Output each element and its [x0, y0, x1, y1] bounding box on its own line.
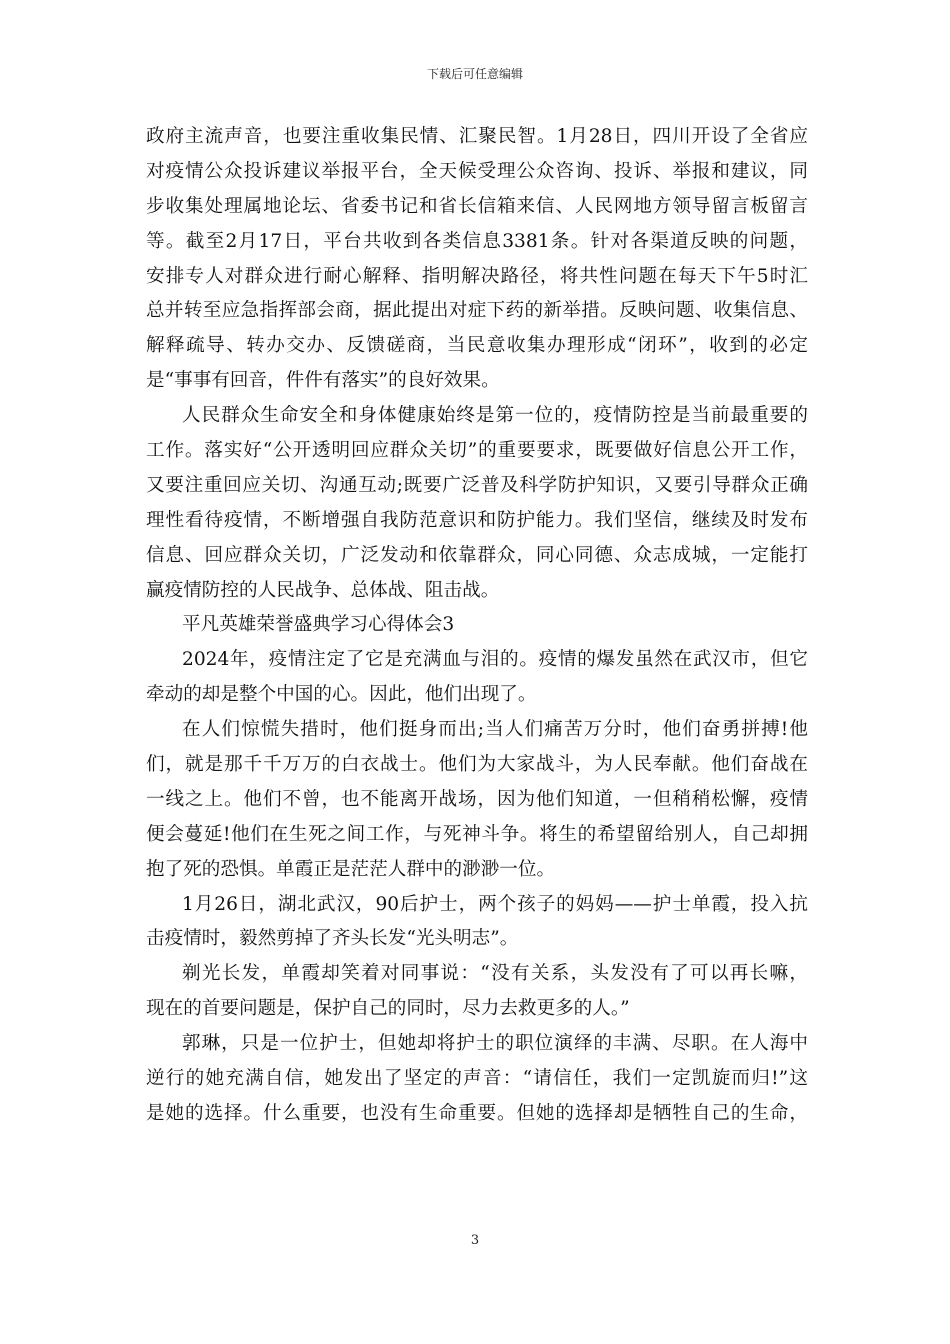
document-body: [146, 120, 808, 1132]
section-heading: 平凡英雄荣誉盛典学习心得体会3: [182, 614, 455, 636]
text-line: 现在的首要问题是，保护自己的同时，尽力去救更多的人。”: [146, 998, 630, 1020]
text-line: 在人们惊慌失措时，他们挺身而出;当人们痛苦万分时，他们奋勇拼搏!他: [182, 719, 808, 741]
text-line: 郭琳，只是一位护士，但她却将护士的职位演绎的丰满、尽职。在人海中: [182, 1033, 808, 1055]
text-line: 是她的选择。什么重要，也没有生命重要。但她的选择却是牺牲自己的生命，: [146, 1102, 808, 1124]
text-line: 赢疫情防控的人民战争、总体战、阻击战。: [146, 579, 500, 601]
page-number: 3: [470, 1233, 480, 1248]
text-line: 一线之上。他们不曾，也不能离开战场，因为他们知道，一但稍稍松懈，疫情: [146, 788, 808, 810]
text-line: 政府主流声音，也要注重收集民情、汇聚民智。1月28日，四川开设了全省应: [146, 126, 808, 147]
text-line: 等。截至2月17日，平台共收到各类信息3381条。针对各渠道反映的问题，: [146, 230, 808, 252]
text-line: 人民群众生命安全和身体健康始终是第一位的，疫情防控是当前最重要的: [182, 405, 808, 427]
text-line: 们，就是那千千万万的白衣战士。他们为大家战斗，为人民奉献。他们奋战在: [146, 754, 808, 776]
text-line: 又要注重回应关切、沟通互动;既要广泛普及科学防护知识，又要引导群众正确: [146, 474, 808, 496]
text-line: 步收集处理属地论坛、省委书记和省长信箱来信、人民网地方领导留言板留言: [146, 195, 808, 217]
text-line: 信息、回应群众关切，广泛发动和依靠群众，同心同德、众志成城，一定能打: [146, 544, 808, 566]
text-line: 便会蔓延!他们在生死之间工作，与死神斗争。将生的希望留给别人，自己却拥: [146, 823, 808, 845]
text-line: 解释疏导、转办交办、反馈磋商，当民意收集办理形成“闭环”，收到的必定: [146, 335, 808, 357]
text-line: 安排专人对群众进行耐心解释、指明解决路径，将共性问题在每天下午5时汇: [146, 265, 808, 287]
text-line: 牵动的却是整个中国的心。因此，他们出现了。: [146, 684, 537, 706]
text-line: 是“事事有回音，件件有落实”的良好效果。: [146, 370, 500, 392]
page-header: 下载后可任意编辑: [426, 67, 523, 81]
text-line: 剃光长发，单霞却笑着对同事说：“没有关系，头发没有了可以再长嘛，: [182, 963, 808, 985]
text-line: 逆行的她充满自信，她发出了坚定的声音：“请信任，我们一定凯旋而归!”这: [146, 1068, 808, 1090]
text-line: 总并转至应急指挥部会商，据此提出对症下药的新举措。反映问题、收集信息、: [146, 300, 808, 322]
text-line: 理性看待疫情，不断增强自我防范意识和防护能力。我们坚信，继续及时发布: [146, 509, 808, 531]
text-line: 对疫情公众投诉建议举报平台，全天候受理公众咨询、投诉、举报和建议，同: [146, 160, 808, 182]
text-line: 击疫情时，毅然剪掉了齐头长发“光头明志”。: [146, 928, 519, 950]
text-line: 抱了死的恐惧。单霞正是茫茫人群中的渺渺一位。: [146, 858, 556, 880]
text-line: 1月26日，湖北武汉，90后护士，两个孩子的妈妈——护士单霞，投入抗: [182, 893, 808, 915]
text-line: 工作。落实好“公开透明回应群众关切”的重要要求，既要做好信息公开工作，: [146, 440, 808, 462]
text-line: 2024年，疫情注定了它是充满血与泪的。疫情的爆发虽然在武汉市，但它: [182, 649, 808, 671]
